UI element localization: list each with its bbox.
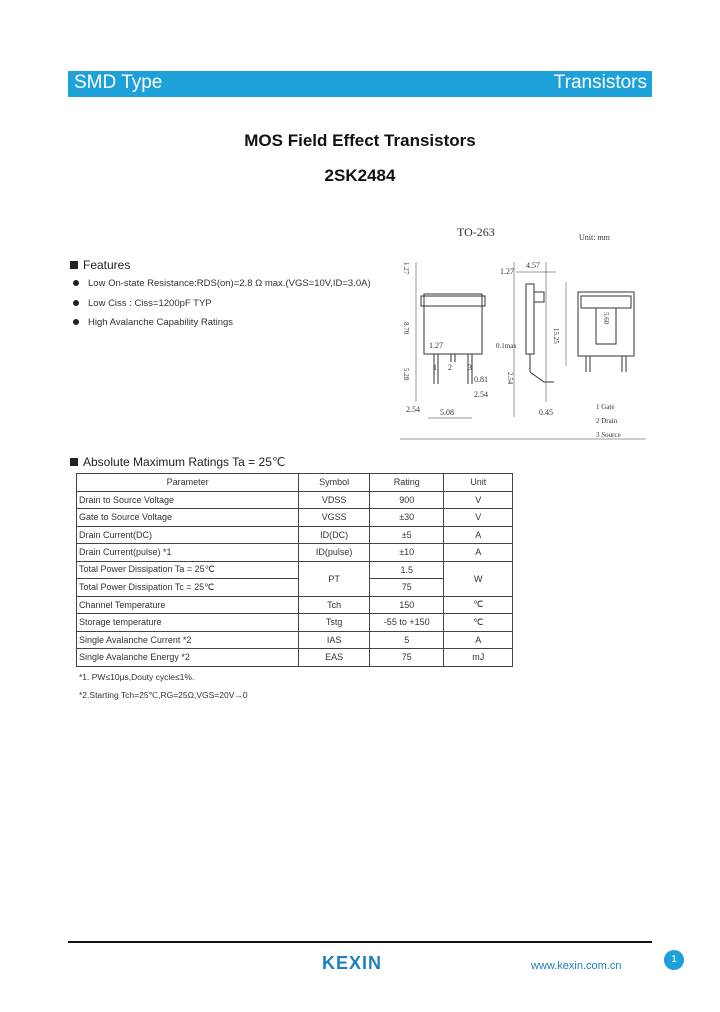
rating-cell: 75 [369, 649, 444, 667]
pin-number: 2 [448, 363, 452, 372]
feature-text: Low On-state Resistance:RDS(on)=2.8 Ω max.(VGS=10V,ID=3.0A) [88, 278, 371, 289]
footnote-1: *1. PW≤10μs,Douty cycle≤1%. [79, 672, 195, 682]
feature-item [70, 278, 371, 298]
rating-cell: 5 [369, 631, 444, 649]
package-unit: Unit: mm [579, 233, 610, 242]
column-header: Rating [369, 474, 444, 492]
symbol-cell: PT [299, 561, 370, 596]
feature-item [70, 317, 371, 337]
param-cell: Drain Current(DC) [77, 526, 299, 544]
param-cell: Gate to Source Voltage [77, 509, 299, 527]
table-row [77, 631, 513, 649]
rating-cell: 150 [369, 596, 444, 614]
table-row [77, 509, 513, 527]
features-heading-text: Features [83, 258, 131, 272]
page-number: 1 [664, 950, 684, 970]
pin-label: 3 Source [596, 431, 621, 439]
table-row [77, 561, 513, 579]
dim-label: 5.08 [440, 408, 454, 417]
package-drawing [396, 222, 648, 444]
bullet-icon [73, 280, 79, 286]
footer-divider [68, 941, 652, 943]
param-cell: Storage temperature [77, 614, 299, 632]
unit-cell: A [444, 544, 513, 562]
unit-cell: V [444, 491, 513, 509]
header-bar [68, 71, 652, 97]
symbol-cell: ID(DC) [299, 526, 370, 544]
column-header: Symbol [299, 474, 370, 492]
table-row [77, 526, 513, 544]
bullet-icon [73, 300, 79, 306]
column-header: Unit [444, 474, 513, 492]
unit-cell: mJ [444, 649, 513, 667]
side-view [514, 262, 556, 417]
header-right-label: Transistors [553, 72, 647, 93]
unit-cell: A [444, 526, 513, 544]
rating-cell: ±10 [369, 544, 444, 562]
feature-text: Low Ciss : Ciss=1200pF TYP [88, 297, 212, 309]
dim-label: 0.45 [539, 408, 553, 417]
website-link[interactable]: www.kexin.com.cn [531, 960, 622, 972]
param-cell: Channel Temperature [77, 596, 299, 614]
dim-label: 0.1max [496, 342, 517, 350]
param-cell: Single Avalanche Current *2 [77, 631, 299, 649]
symbol-cell: IAS [299, 631, 370, 649]
dim-label: 2.54 [406, 405, 420, 414]
unit-cell: V [444, 509, 513, 527]
pin-number: 1 [433, 363, 437, 372]
rating-cell: 75 [369, 579, 444, 597]
rating-cell: 1.5 [369, 561, 444, 579]
table-row [77, 614, 513, 632]
part-number: 2SK2484 [324, 166, 396, 185]
symbol-cell: EAS [299, 649, 370, 667]
pin-label: 1 Gate [596, 403, 615, 411]
symbol-cell: ID(pulse) [299, 544, 370, 562]
dim-label: 1.27 [429, 341, 443, 350]
rating-cell: -55 to +150 [369, 614, 444, 632]
unit-cell: ℃ [444, 596, 513, 614]
rating-cell: ±5 [369, 526, 444, 544]
table-row [77, 649, 513, 667]
param-cell: Total Power Dissipation Ta = 25℃ [77, 561, 299, 579]
dim-label: 5.60 [602, 312, 610, 325]
dim-label: 1.27 [402, 262, 410, 275]
unit-cell: ℃ [444, 614, 513, 632]
table-row [77, 491, 513, 509]
symbol-cell: Tch [299, 596, 370, 614]
dim-label: 0.81 [474, 375, 488, 384]
bullet-icon [73, 319, 79, 325]
unit-cell: A [444, 631, 513, 649]
dim-label: 8.70 [402, 322, 410, 335]
feature-text: High Avalanche Capability Ratings [88, 317, 234, 328]
unit-cell: W [444, 561, 513, 596]
rating-cell: ±30 [369, 509, 444, 527]
package-name: TO-263 [457, 225, 495, 239]
param-cell: Single Avalanche Energy *2 [77, 649, 299, 667]
symbol-cell: VGSS [299, 509, 370, 527]
dim-label: 2.54 [474, 390, 488, 399]
dim-label: 1.27 [500, 267, 514, 276]
features-heading [70, 258, 130, 272]
rating-cell: 900 [369, 491, 444, 509]
kexin-logo: KEXIN [322, 953, 383, 973]
ratings-heading-text: Absolute Maximum Ratings Ta = 25℃ [83, 455, 286, 469]
dim-label: 5.28 [402, 368, 410, 381]
symbol-cell: Tstg [299, 614, 370, 632]
square-bullet-icon [70, 261, 78, 269]
ratings-heading [70, 455, 285, 469]
features-list [70, 278, 371, 337]
table-row [77, 544, 513, 562]
table-row [77, 596, 513, 614]
ratings-table [76, 473, 513, 667]
header-left-label: SMD Type [74, 72, 163, 93]
pin-number: 3 [468, 363, 472, 372]
param-cell: Drain to Source Voltage [77, 491, 299, 509]
rear-view [566, 282, 634, 372]
dim-label: 4.57 [526, 261, 540, 270]
page-title: MOS Field Effect Transistors [244, 131, 476, 150]
feature-item [70, 298, 371, 318]
table-header-row [77, 474, 513, 492]
param-cell: Drain Current(pulse) *1 [77, 544, 299, 562]
square-bullet-icon [70, 458, 78, 466]
symbol-cell: VDSS [299, 491, 370, 509]
param-cell: Total Power Dissipation Tc = 25℃ [77, 579, 299, 597]
dim-label: 2.54 [506, 372, 514, 385]
footnote-2: *2.Starting Tch=25℃,RG=25Ω,VGS=20V→0 [79, 690, 248, 700]
column-header: Parameter [77, 474, 299, 492]
dim-label: 15.25 [552, 328, 560, 344]
pin-label: 2 Drain [596, 417, 618, 425]
